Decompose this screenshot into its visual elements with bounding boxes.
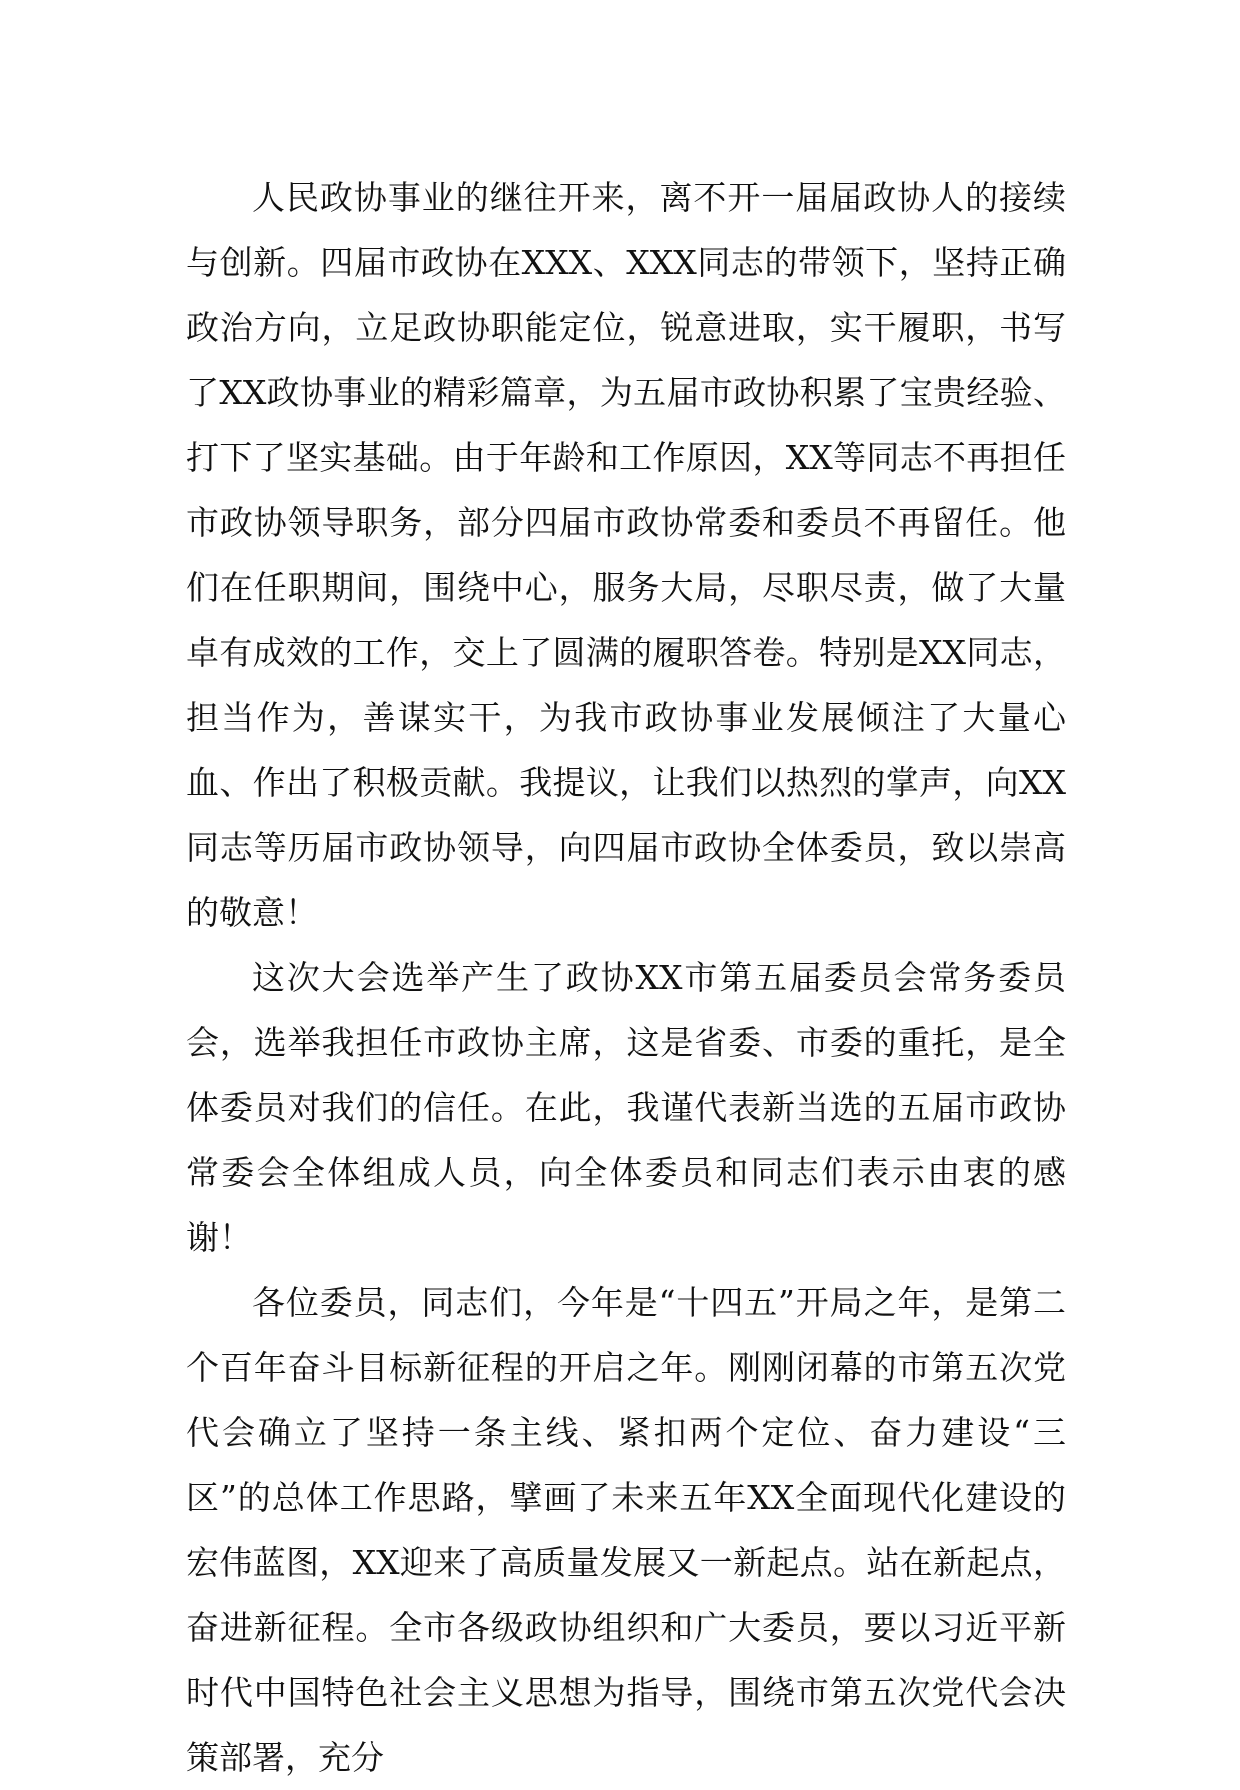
paragraph-1: 人民政协事业的继往开来，离不开一届届政协人的接续与创新。四届市政协在XXX、XXX同志的带领下，坚持正确政治方向，立足政协职能定位，锐意进取，实干履职，书写了XX政协事业的精彩篇章，为五届市政协积累了宝贵经验、打下了坚实基础。由于年龄和工作原因，XX等同志不再担任市政协领导职务，部分四届市政协常委和委员不再留任。他们在任职期间，围绕中心，服务大局，尽职尽责，做了大量卓有成效的工作，交上了圆满的履职答卷。特别是XX同志，担当作为，善谋实干，为我市政协事业发展倾注了大量心血、作出了积极贡献。我提议，让我们以热烈的掌声，向XX同志等历届市政协领导，向四届市政协全体委员，致以崇高的敬意！ xyxy=(186,178,1066,932)
paragraph-2: 这次大会选举产生了政协XX市第五届委员会常务委员会，选举我担任市政协主席，这是省委、市委的重托，是全体委员对我们的信任。在此，我谨代表新当选的五届市政协常委会全体组成人员，向全体委员和同志们表示由衷的感谢！ xyxy=(186,958,1066,1257)
document-body xyxy=(186,165,1066,1790)
paragraph-3: 各位委员，同志们，今年是“十四五”开局之年，是第二个百年奋斗目标新征程的开启之年。刚刚闭幕的市第五次党代会确立了坚持一条主线、紧扣两个定位、奋力建设“三区”的总体工作思路，擘画了未来五年XX全面现代化建设的宏伟蓝图，XX迎来了高质量发展又一新起点。站在新起点，奋进新征程。全市各级政协组织和广大委员，要以习近平新时代中国特色社会主义思想为指导，围绕市第五次党代会决策部署，充分 xyxy=(186,1283,1066,1777)
